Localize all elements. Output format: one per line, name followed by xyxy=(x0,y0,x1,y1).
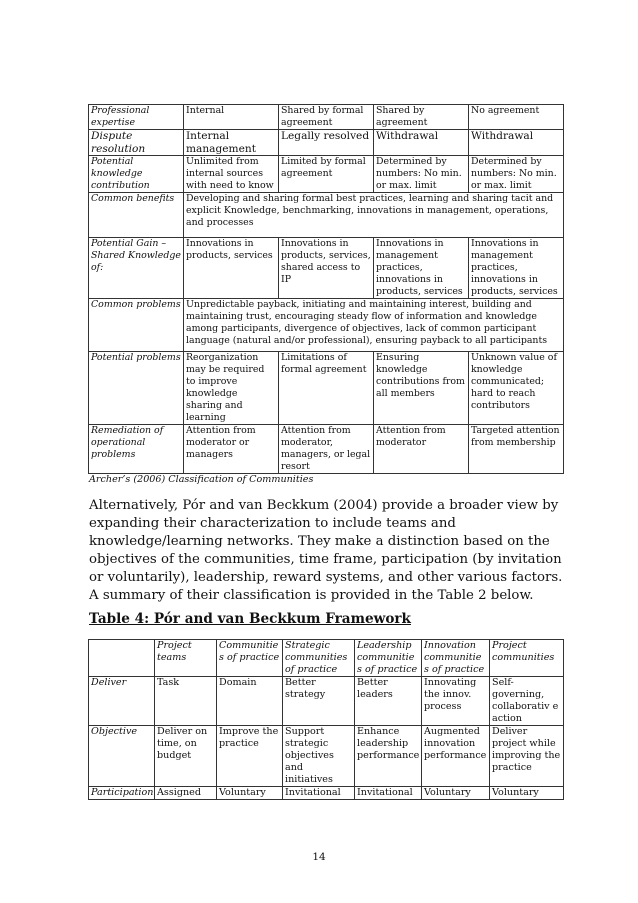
table-cell: Invitational xyxy=(283,787,355,800)
table-cell: Better strategy xyxy=(283,677,355,726)
table-cell: Innovations in management practices, innovations in products, services xyxy=(374,238,469,299)
table-cell: Attention from moderator or managers xyxy=(184,425,279,474)
header-cell: Innovation communitie s of practice xyxy=(422,640,490,677)
table-cell: Augmented innovation performance xyxy=(422,726,490,787)
table-header-row xyxy=(89,640,564,677)
table-row xyxy=(89,105,564,130)
table-row xyxy=(89,238,564,299)
table-cell: Domain xyxy=(217,677,283,726)
table-cell: Deliver on time, on budget xyxy=(155,726,217,787)
header-cell: Leadership communitie s of practice xyxy=(355,640,422,677)
row-label: Common problems xyxy=(89,299,184,352)
table-row xyxy=(89,425,564,474)
header-cell: Project teams xyxy=(155,640,217,677)
table-cell: Better leaders xyxy=(355,677,422,726)
table-cell: No agreement xyxy=(469,105,564,130)
table-cell: Innovations in management practices, innovations in products, services xyxy=(469,238,564,299)
row-label: Deliver xyxy=(89,677,155,726)
table-cell-span: Unpredictable payback, initiating and maintaining interest, building and maintaining trust, encouraging steady flow of information and knowledge among participants, divergence of objectives, lack of common participant language (natural and/or professional), ensuring payback to all participants xyxy=(184,299,564,352)
table-row xyxy=(89,130,564,156)
table-cell: Determined by numbers: No min. or max. limit xyxy=(374,156,469,193)
table-cell: Improve the practice xyxy=(217,726,283,787)
table-cell: Innovations in products, services, shared access to IP xyxy=(279,238,374,299)
page-number: 14 xyxy=(312,851,326,863)
header-cell: Strategic communities of practice xyxy=(283,640,355,677)
table-cell: Internal xyxy=(184,105,279,130)
row-label: Participation xyxy=(89,787,155,800)
header-cell: Communitie s of practice xyxy=(217,640,283,677)
table-cell: Attention from moderator xyxy=(374,425,469,474)
table-cell: Withdrawal xyxy=(469,130,564,156)
table-cell: Reorganization may be required to improve knowledge sharing and learning xyxy=(184,352,279,425)
table-cell: Ensuring knowledge contributions from all members xyxy=(374,352,469,425)
row-label: Common benefits xyxy=(89,193,184,238)
table-cell: Self-governing, collaborativ e action xyxy=(490,677,564,726)
table-row xyxy=(89,156,564,193)
table-cell: Enhance leadership performance xyxy=(355,726,422,787)
row-label: Objective xyxy=(89,726,155,787)
row-label: Dispute resolution xyxy=(89,130,184,156)
table-cell: Invitational xyxy=(355,787,422,800)
header-cell: Project communities xyxy=(490,640,564,677)
table-cell: Internal management xyxy=(184,130,279,156)
table-cell: Innovating the innov. process xyxy=(422,677,490,726)
table-cell: Shared by formal agreement xyxy=(279,105,374,130)
table-row xyxy=(89,726,564,787)
table-cell: Voluntary xyxy=(217,787,283,800)
table-heading: Table 4: Pór and van Beckkum Framework xyxy=(89,611,411,627)
table-row xyxy=(89,352,564,425)
row-label: Potential knowledge contribution xyxy=(89,156,184,193)
table-row xyxy=(89,787,564,800)
table-cell: Unlimited from internal sources with need to know xyxy=(184,156,279,193)
table-cell: Targeted attention from membership xyxy=(469,425,564,474)
row-label: Potential problems xyxy=(89,352,184,425)
table-cell-span: Developing and sharing formal best practices, learning and sharing tacit and explicit Knowledge, benchmarking, innovations in management, operations, and processes xyxy=(184,193,564,238)
table-row xyxy=(89,677,564,726)
row-label: Potential Gain – Shared Knowledge of: xyxy=(89,238,184,299)
table-cell: Unknown value of knowledge communicated; hard to reach contributors xyxy=(469,352,564,425)
table-cell: Legally resolved xyxy=(279,130,374,156)
row-label: Professional expertise xyxy=(89,105,184,130)
row-label: Remediation of operational problems xyxy=(89,425,184,474)
table-cell: Limited by formal agreement xyxy=(279,156,374,193)
table-cell: Limitations of formal agreement xyxy=(279,352,374,425)
table-cell: Determined by numbers: No min. or max. limit xyxy=(469,156,564,193)
table-cell: Support strategic objectives and initiatives xyxy=(283,726,355,787)
table-cell: Innovations in products, services xyxy=(184,238,279,299)
table-row xyxy=(89,193,564,238)
table-caption: Archer’s (2006) Classification of Communities xyxy=(89,474,314,485)
table-cell: Task xyxy=(155,677,217,726)
table-cell: Assigned xyxy=(155,787,217,800)
body-paragraph: Alternatively, Pór and van Beckkum (2004) provide a broader view by expanding their characterization to include teams and knowledge/learning networks. They make a distinction based on the objectives of the communities, time frame, participation (by invitation or voluntarily), leadership, reward systems, and other various factors. A summary of their classification is provided in the Table 2 below. xyxy=(89,498,563,603)
table-cell: Attention from moderator, managers, or legal resort xyxy=(279,425,374,474)
table-cell: Shared by agreement xyxy=(374,105,469,130)
table-cell: Voluntary xyxy=(490,787,564,800)
table-cell: Deliver project while improving the practice xyxy=(490,726,564,787)
table-cell: Voluntary xyxy=(422,787,490,800)
table-cell: Withdrawal xyxy=(374,130,469,156)
table-row xyxy=(89,299,564,352)
header-cell xyxy=(89,640,155,677)
por-beckkum-framework-table xyxy=(88,639,564,800)
archer-classification-table xyxy=(88,104,564,474)
